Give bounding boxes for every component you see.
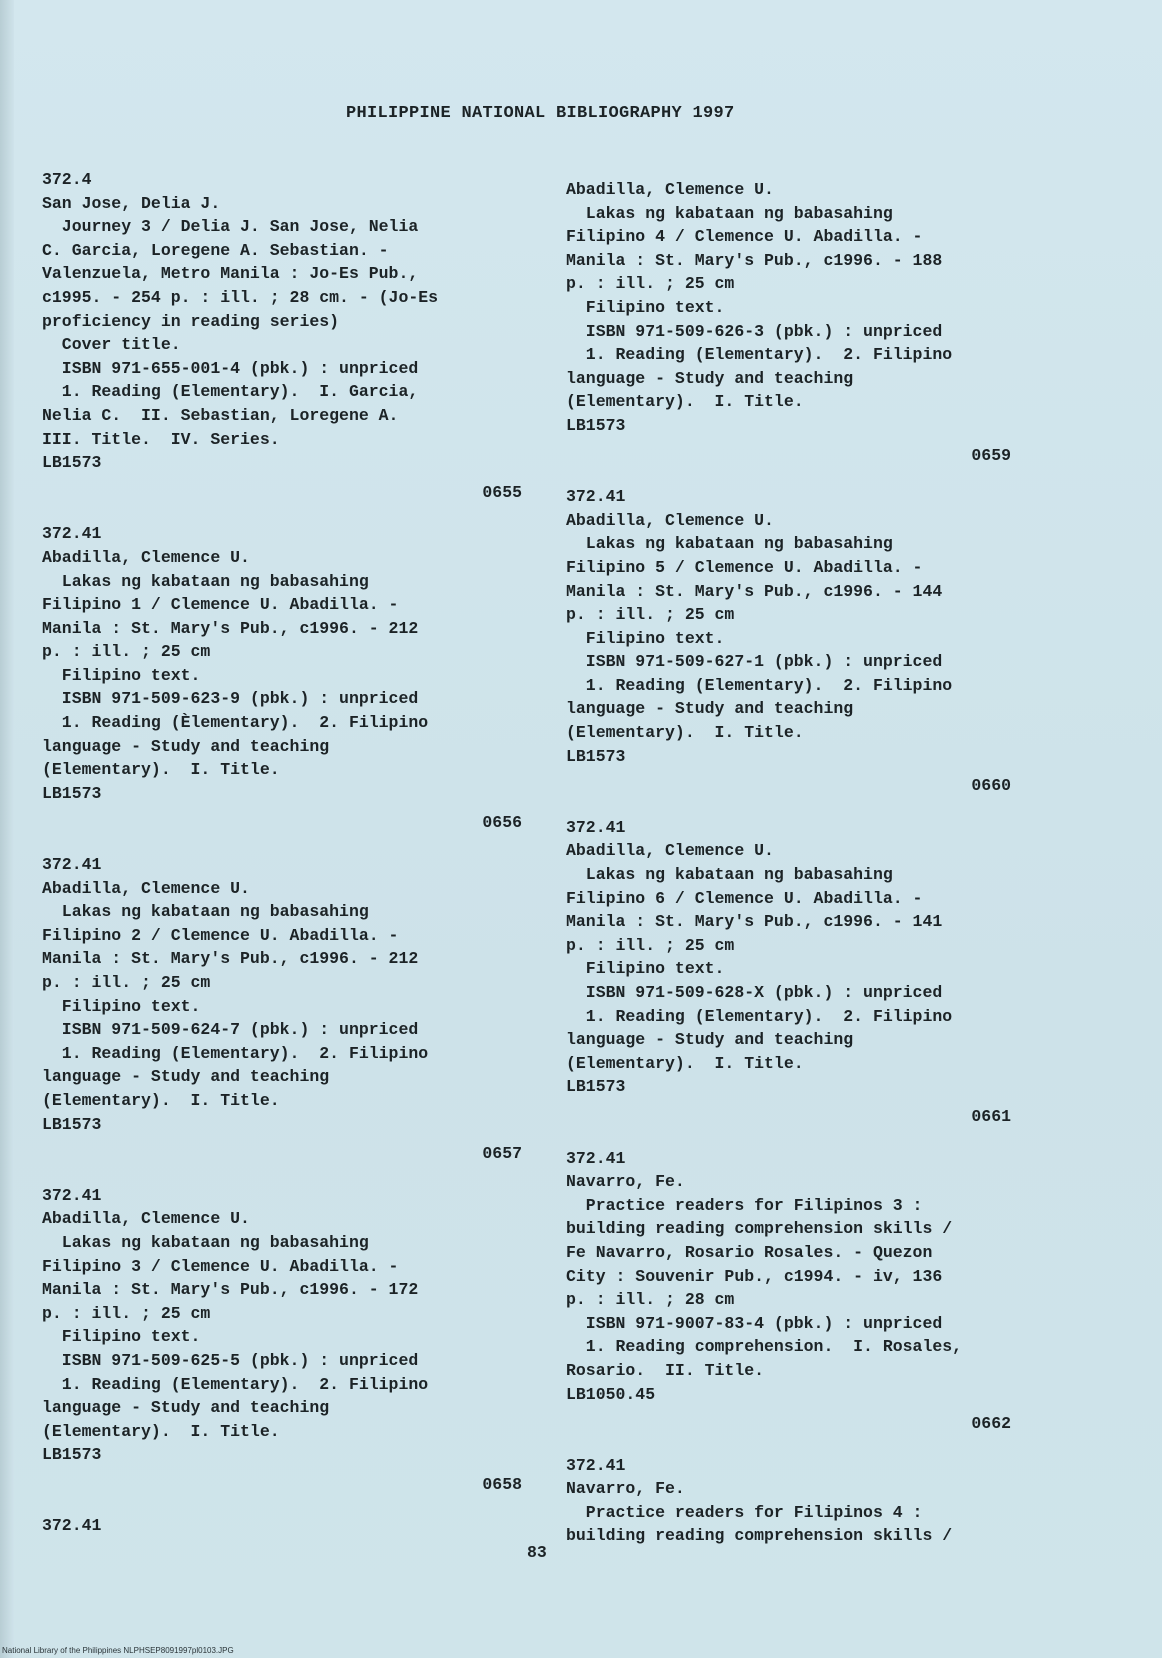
entry-line: p. : ill. ; 28 cm (566, 1290, 735, 1310)
entry-line: ISBN 971-509-624-7 (pbk.) : unpriced (42, 1020, 419, 1040)
entry-line: LB1573 (42, 1114, 102, 1134)
entry-line: 372.41 (566, 817, 626, 837)
entry-line: Manila : St. Mary's Pub., c1996. - 212 (42, 618, 419, 638)
entry-line: LB1573 (42, 783, 102, 803)
entry-line: Filipino 2 / Clemence U. Abadilla. - (42, 925, 399, 945)
entry-line: p. : ill. ; 25 cm (566, 935, 735, 955)
entry-line: LB1573 (42, 453, 102, 473)
entry-line: Filipino text. (566, 959, 725, 979)
entry-line: Navarro, Fe. (566, 1479, 685, 1499)
entry-line: Abadilla, Clemence U. (566, 841, 774, 861)
entry-line: language - Study and teaching (42, 1067, 330, 1087)
entry-line: (Elementary). I. Title. (566, 723, 804, 743)
entry-number: 0662 (971, 1414, 1011, 1434)
entry-line: LB1050.45 (566, 1384, 656, 1404)
page-edge-shadow (0, 0, 14, 1658)
entry-line: p. : ill. ; 25 cm (42, 642, 211, 662)
entry-line: Filipino 5 / Clemence U. Abadilla. - (566, 557, 923, 577)
entry-line: p. : ill. ; 25 cm (42, 1303, 211, 1323)
entry-line: Filipino text. (42, 996, 201, 1016)
entry-number: 0656 (482, 813, 522, 833)
entry-line: Filipino 1 / Clemence U. Abadilla. - (42, 595, 399, 615)
entry-line: 372.41 (566, 487, 626, 507)
bibliography-entry (566, 485, 1066, 798)
entry-line: Manila : St. Mary's Pub., c1996. - 172 (42, 1280, 419, 1300)
entry-line: Fe Navarro, Rosario Rosales. - Quezon (566, 1242, 933, 1262)
entry-line: ISBN 971-509-623-9 (pbk.) : unpriced (42, 689, 419, 709)
entry-line: Practice readers for Filipinos 3 : (566, 1195, 923, 1215)
entry-line: Manila : St. Mary's Pub., c1996. - 144 (566, 581, 943, 601)
left-column (42, 168, 542, 1556)
entry-line: Abadilla, Clemence U. (42, 878, 250, 898)
bibliography-entry (42, 1514, 542, 1538)
entry-line: language - Study and teaching (566, 699, 854, 719)
entry-line: (Elementary). I. Title. (42, 1421, 280, 1441)
entry-line: Abadilla, Clemence U. (566, 510, 774, 530)
entry-line: 1. Reading (Elementary). 2. Filipino (42, 1043, 429, 1063)
entry-line: Filipino text. (42, 1327, 201, 1347)
entry-line: 372.4 (42, 170, 92, 189)
entry-number: 0657 (482, 1144, 522, 1164)
entry-line: Lakas ng kabataan ng babasahing (566, 203, 893, 223)
bibliography-entry (42, 1184, 542, 1497)
entry-line: Filipino text. (566, 628, 725, 648)
entry-line: ISBN 971-509-627-1 (pbk.) : unpriced (566, 652, 943, 672)
entry-line: building reading comprehension skills / (566, 1526, 953, 1546)
entry-line: Abadilla, Clemence U. (566, 180, 774, 199)
entry-line: Abadilla, Clemence U. (42, 547, 250, 567)
entry-line: ISBN 971-509-628-X (pbk.) : unpriced (566, 983, 943, 1002)
entry-line: C. Garcia, Loregene A. Sebastian. - (42, 240, 389, 260)
entry-line: (Elementary). I. Title. (566, 392, 804, 412)
entry-number: 0655 (482, 482, 522, 502)
entry-line: Filipino text. (566, 297, 725, 317)
bibliography-entry (566, 1147, 1066, 1436)
entry-line: Lakas ng kabataan ng babasahing (566, 865, 893, 885)
right-column (566, 178, 1066, 1566)
entry-line: 1. Reading comprehension. I. Rosales, (566, 1337, 963, 1357)
entry-line: LB1573 (566, 415, 626, 435)
entry-line: 372.41 (42, 1185, 102, 1205)
entry-line: LB1573 (566, 1077, 626, 1097)
entry-line: (Elementary). I. Title. (42, 1090, 280, 1110)
entry-line: p. : ill. ; 25 cm (566, 605, 735, 625)
entry-line: 372.41 (42, 1516, 102, 1536)
entry-number: 0660 (971, 776, 1011, 796)
entry-line: Abadilla, Clemence U. (42, 1209, 250, 1229)
entry-line: Nelia C. II. Sebastian, Loregene A. (42, 405, 399, 425)
entry-line: 1. Reading (Elementary). 2. Filipino (566, 1006, 953, 1026)
entry-line: III. Title. IV. Series. (42, 429, 280, 449)
bibliography-entry (566, 178, 1066, 467)
entry-line: Practice readers for Filipinos 4 : (566, 1502, 923, 1522)
entry-line: 372.41 (566, 1455, 626, 1475)
entry-line: Rosario. II. Title. (566, 1360, 765, 1380)
entry-line: Manila : St. Mary's Pub., c1996. - 212 (42, 949, 419, 969)
entry-line: 372.41 (42, 855, 102, 875)
entry-line: ISBN 971-509-625-5 (pbk.) : unpriced (42, 1350, 419, 1370)
entry-line: Filipino 6 / Clemence U. Abadilla. - (566, 888, 923, 908)
entry-line: 372.41 (42, 524, 102, 544)
entry-line: (Elementary). I. Title. (42, 760, 280, 780)
entry-line: language - Study and teaching (566, 368, 854, 388)
page-number: 83 (527, 1543, 547, 1562)
entry-line: ISBN 971-509-626-3 (pbk.) : unpriced (566, 321, 943, 341)
entry-line: 1. Reading (Elementary). 2. Filipino (566, 675, 953, 695)
entry-line: 1. Reading (Elementary). I. Garcia, (42, 382, 419, 402)
entry-line: Filipino text. (42, 665, 201, 685)
entry-line: (Elementary). I. Title. (566, 1053, 804, 1073)
bibliography-entry (42, 168, 542, 504)
entry-line: 372.41 (566, 1148, 626, 1168)
entry-line: Filipino 3 / Clemence U. Abadilla. - (42, 1256, 399, 1276)
entry-line: Manila : St. Mary's Pub., c1996. - 141 (566, 912, 943, 932)
entry-line: building reading comprehension skills / (566, 1219, 953, 1239)
bibliography-entry (566, 1454, 1066, 1548)
entry-line: p. : ill. ; 25 cm (42, 973, 211, 992)
entry-line: 1. Reading (Èlementary). 2. Filipino (42, 713, 429, 733)
entry-line: language - Study and teaching (42, 1398, 330, 1418)
entry-line: language - Study and teaching (42, 736, 330, 756)
entry-line: City : Souvenir Pub., c1994. - iv, 136 (566, 1266, 943, 1286)
bibliography-entry (42, 522, 542, 835)
entry-line: ISBN 971-655-001-4 (pbk.) : unpriced (42, 358, 419, 378)
entry-line: Navarro, Fe. (566, 1172, 685, 1192)
entry-line: Lakas ng kabataan ng babasahing (42, 1232, 369, 1252)
scan-footer: National Library of the Philippines NLPHSEP8091997pl0103.JPG (2, 1646, 234, 1655)
entry-line: Valenzuela, Metro Manila : Jo-Es Pub., (42, 264, 419, 284)
entry-line: ISBN 971-9007-83-4 (pbk.) : unpriced (566, 1313, 943, 1333)
entry-number: 0658 (482, 1474, 522, 1494)
bibliography-entry (566, 816, 1066, 1129)
page-header: PHILIPPINE NATIONAL BIBLIOGRAPHY 1997 (346, 104, 735, 123)
entry-line: LB1573 (566, 746, 626, 766)
entry-line: Cover title. (42, 335, 181, 355)
entry-line: Manila : St. Mary's Pub., c1996. - 188 (566, 250, 943, 270)
entry-line: p. : ill. ; 25 cm (566, 274, 735, 294)
entry-line: 1. Reading (Elementary). 2. Filipino (566, 345, 953, 365)
entry-line: c1995. - 254 p. : ill. ; 28 cm. - (Jo-Es (42, 287, 439, 307)
entry-line: Journey 3 / Delia J. San Jose, Nelia (42, 217, 419, 237)
entry-number: 0661 (971, 1106, 1011, 1126)
entry-line: Filipino 4 / Clemence U. Abadilla. - (566, 227, 923, 247)
entry-line: Lakas ng kabataan ng babasahing (566, 534, 893, 554)
entry-line: San Jose, Delia J. (42, 193, 221, 213)
entry-line: language - Study and teaching (566, 1030, 854, 1050)
bibliography-entry (42, 853, 542, 1166)
entry-line: 1. Reading (Elementary). 2. Filipino (42, 1374, 429, 1394)
entry-number: 0659 (971, 445, 1011, 465)
entry-line: proficiency in reading series) (42, 311, 340, 331)
entry-line: Lakas ng kabataan ng babasahing (42, 571, 369, 591)
entry-line: LB1573 (42, 1445, 102, 1465)
entry-line: Lakas ng kabataan ng babasahing (42, 902, 369, 922)
